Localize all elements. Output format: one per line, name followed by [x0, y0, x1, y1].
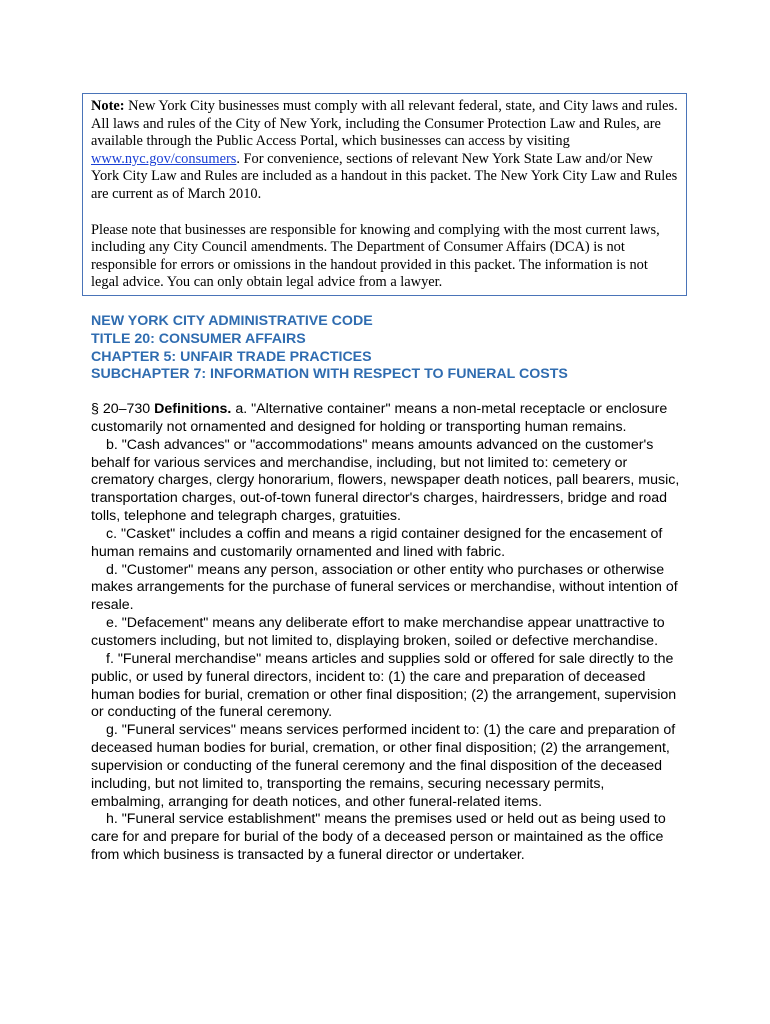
section-number: § 20–730 — [91, 401, 155, 417]
section-heading: Definitions. — [154, 401, 232, 417]
note-paragraph-1 — [91, 98, 678, 204]
heading-title: TITLE 20: CONSUMER AFFAIRS — [91, 330, 306, 347]
definition-d: d. "Customer" means any person, association or other entity who purchases or otherwise makes arrangements for the purchase of funeral services or merchandise, without intention of resale. — [91, 561, 678, 614]
heading-chapter: CHAPTER 5: UNFAIR TRADE PRACTICES — [91, 348, 372, 365]
note-text-after-link: . For convenience, sections of relevant New York State Law and/or New York City Law and Rules are included as a handout in this packet. The New York City Law and Rules are current as of March 2010. — [91, 150, 678, 202]
note-text-before-link: New York City businesses must comply with all relevant federal, state, and City laws and rules. All laws and rules of the City of New York, including the Consumer Protection Law and Rules, are available through the Public Access Portal, which businesses can access by visiting — [91, 98, 678, 150]
section-headings — [91, 313, 568, 384]
definitions-body — [91, 401, 681, 865]
definition-f: f. "Funeral merchandise" means articles and supplies sold or offered for sale directly to the public, or used by funeral directors, incident to: (1) the care and preparation of deceased human bodies for burial, cremation or other final disposition; (2) the arrangement, supervision or conducting of the funeral ceremony. — [91, 650, 677, 721]
heading-code: NEW YORK CITY ADMINISTRATIVE CODE — [91, 313, 373, 329]
definition-g: g. "Funeral services" means services performed incident to: (1) the care and preparation of deceased human bodies for burial, cremation, or other final disposition; (2) the arrangement, supervision or conducting of the funeral ceremony and the final disposition of the deceased including, but not limited to, transporting the remains, securing necessary permits, embalming, arranging for death notices, and other funeral-related items. — [91, 722, 676, 810]
definition-c: c. "Casket" includes a coffin and means a rigid container designed for the encasement of human remains and customarily ornamented and lined with fabric. — [91, 525, 663, 560]
heading-subchapter: SUBCHAPTER 7: INFORMATION WITH RESPECT TO FUNERAL COSTS — [91, 366, 568, 383]
note-label: Note: — [91, 98, 125, 114]
definition-b: b. "Cash advances" or "accommodations" means amounts advanced on the customer's behalf for various services and merchandise, including, but not limited to: cemetery or crematory charges, clergy honorarium, flowers, newspaper death notices, pall bearers, music, transportation charges, out-of-town funeral director's charges, hairdressers, bridge and road tolls, telephone and telegraph charges, gratuities. — [91, 436, 680, 525]
definition-h: h. "Funeral service establishment" means the premises used or held out as being used to care for and prepare for burial of the body of a deceased person or maintained as the office from which business is transacted by a funeral director or undertaker. — [91, 811, 666, 864]
definition-a-text: a. "Alternative container" means a non-metal receptacle or enclosure customarily not ornamented and designed for holding or transporting human remains. — [91, 401, 668, 435]
consumers-link[interactable]: www.nyc.gov/consumers — [91, 150, 237, 167]
note-paragraph-2: Please note that businesses are responsible for knowing and complying with the most current laws, including any City Council amendments. The Department of Consumer Affairs (DCA) is not responsible for errors or omissions in the handout provided in this packet. The information is not legal advice. You can only obtain legal advice from a lawyer. — [91, 221, 660, 291]
note-box — [82, 93, 687, 296]
definition-a — [91, 401, 681, 437]
definition-e: e. "Defacement" means any deliberate effort to make merchandise appear unattractive to customers including, but not limited to, displaying broken, soiled or defective merchandise. — [91, 615, 665, 649]
